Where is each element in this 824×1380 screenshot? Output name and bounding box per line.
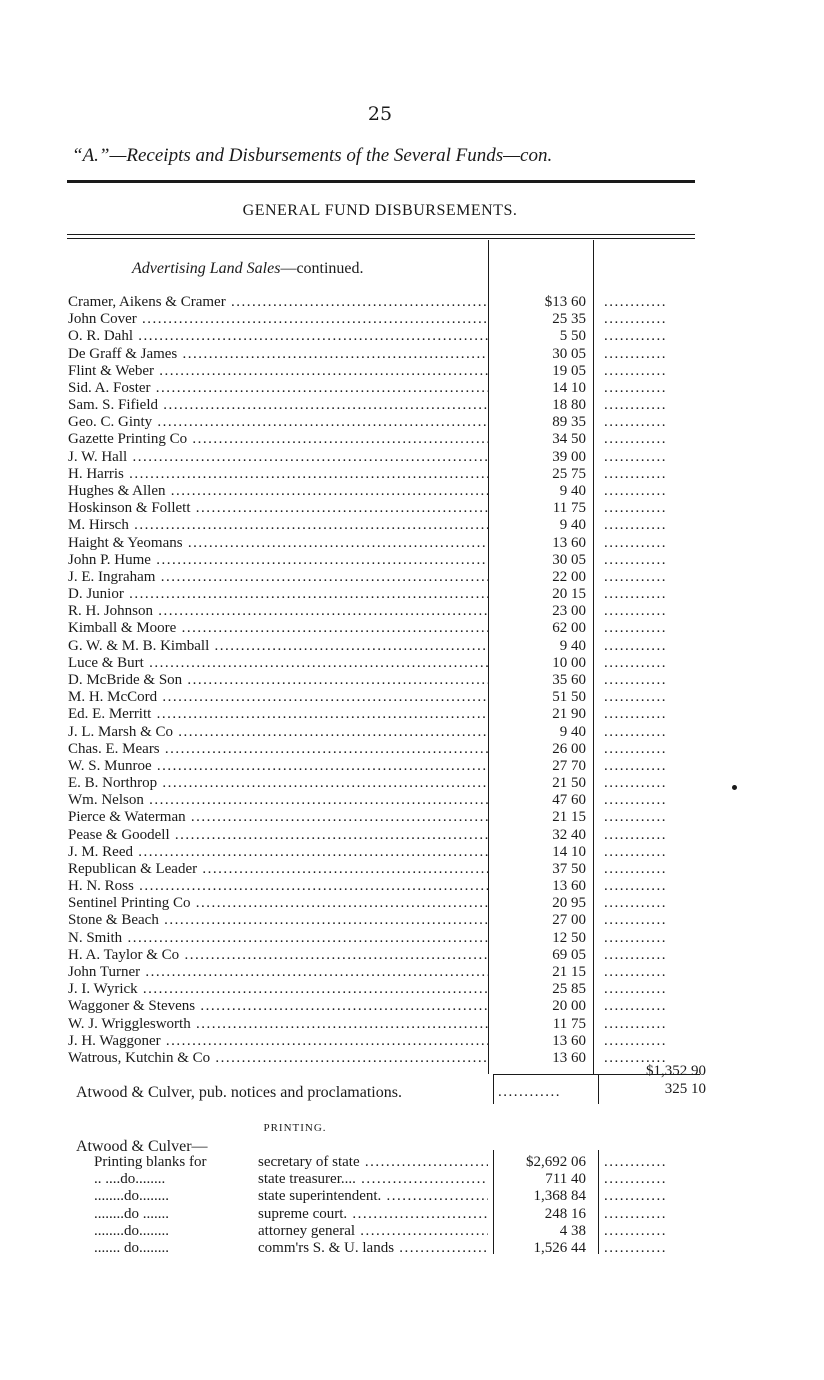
- payee-amount: 30 05: [552, 345, 586, 362]
- table-row: [0, 947, 824, 964]
- payee-name: H. Harris .....: [68, 466, 488, 483]
- dot-leader: ............: [604, 534, 667, 551]
- payee-name: W. S. Munroe .....: [68, 758, 488, 775]
- table-row: [0, 311, 824, 328]
- payee-amount: 22 00: [552, 568, 586, 585]
- payee-name: J. M. Reed .....: [68, 844, 488, 861]
- ink-fleck: [732, 785, 737, 790]
- payee-name: G. W. & M. B. Kimball .....: [68, 638, 488, 655]
- dot-leader: ............: [604, 740, 667, 757]
- payee-amount: 21 15: [552, 964, 586, 981]
- payee-name: H. A. Taylor & Co .....: [68, 947, 488, 964]
- table-row: [0, 775, 824, 792]
- table-row: [0, 586, 824, 603]
- table-row: [0, 638, 824, 655]
- dot-leader: ............: [604, 981, 667, 998]
- payee-amount: 69 05: [552, 946, 586, 963]
- payee-amount: 13 60: [552, 1049, 586, 1066]
- payee-amount: 9 40: [559, 482, 586, 499]
- section-subheading: GENERAL FUND DISBURSEMENTS.: [242, 202, 518, 219]
- payee-name: John Cover .....: [68, 311, 488, 328]
- dot-leader: ............: [604, 1032, 667, 1049]
- payee-name: Wm. Nelson .....: [68, 792, 488, 809]
- payee-amount: 21 15: [552, 809, 586, 826]
- section-title-italic: Advertising Land Sales: [132, 260, 281, 277]
- printing-row: [0, 1154, 824, 1171]
- table-row: [0, 363, 824, 380]
- dot-leader: ............: [604, 1015, 667, 1032]
- dot-leader: ............: [604, 860, 667, 877]
- payee-name: John Turner .....: [68, 964, 488, 981]
- payee-amount: 35 60: [552, 671, 586, 688]
- table-row: [0, 689, 824, 706]
- dot-leader: ............: [604, 809, 667, 826]
- dot-leader: ............: [604, 1222, 667, 1239]
- payee-amount: 21 50: [552, 775, 586, 792]
- dot-leader: ............: [604, 500, 667, 517]
- payee-name: J. W. Hall .....: [68, 449, 488, 466]
- table-row: [0, 981, 824, 998]
- dot-leader: ............: [604, 912, 667, 929]
- printing-row: [0, 1171, 824, 1188]
- table-row: [0, 998, 824, 1015]
- payee-name: De Graff & James .....: [68, 346, 488, 363]
- table-row: [0, 827, 824, 844]
- dot-leader: ............: [604, 603, 667, 620]
- dot-leader: ............: [604, 448, 667, 465]
- payee-amount: 11 75: [552, 500, 586, 517]
- printing-lead: ........do........: [94, 1188, 169, 1205]
- table-row: [0, 706, 824, 723]
- printing-item: attorney general .....: [258, 1223, 488, 1240]
- payee-amount: 26 00: [552, 740, 586, 757]
- table-row: [0, 672, 824, 689]
- payee-name: Pease & Goodell .....: [68, 827, 488, 844]
- dot-leader: ............: [604, 397, 667, 414]
- atwood-dot-leader: ............: [498, 1084, 561, 1100]
- payee-name: Stone & Beach .....: [68, 912, 488, 929]
- table-row: [0, 449, 824, 466]
- payee-amount: 27 70: [552, 757, 586, 774]
- payee-amount: 13 60: [552, 878, 586, 895]
- payee-name: J. I. Wyrick .....: [68, 981, 488, 998]
- printing-lead: ....... do........: [94, 1240, 169, 1256]
- table-row: [0, 1033, 824, 1050]
- payee-amount: 19 05: [552, 362, 586, 379]
- dot-leader: ............: [604, 723, 667, 740]
- printing-item: state treasurer.... .....: [258, 1171, 488, 1188]
- payee-amount: 20 95: [552, 895, 586, 912]
- table-row: [0, 466, 824, 483]
- printing-payee: Atwood & Culver—: [76, 1138, 208, 1155]
- dot-leader: ............: [604, 379, 667, 396]
- dot-leader: ............: [604, 792, 667, 809]
- atwood-divider-left: [493, 1074, 494, 1104]
- printing-amount: 4 38: [559, 1222, 586, 1239]
- table-row: [0, 620, 824, 637]
- dot-leader: ............: [604, 482, 667, 499]
- payee-amount: 62 00: [552, 620, 586, 637]
- printing-row: [0, 1206, 824, 1223]
- payee-amount: 20 15: [552, 586, 586, 603]
- dot-leader: ............: [604, 294, 667, 310]
- payee-amount: 30 05: [552, 551, 586, 568]
- payee-amount: 9 40: [559, 637, 586, 654]
- payee-name: Sam. S. Fifield .....: [68, 397, 488, 414]
- payee-amount: 21 90: [552, 706, 586, 723]
- dot-leader: ............: [604, 1171, 667, 1188]
- dot-leader: ............: [604, 568, 667, 585]
- payee-amount: 14 10: [552, 843, 586, 860]
- table-row: [0, 964, 824, 981]
- payee-name: H. N. Ross .....: [68, 878, 488, 895]
- table-row: [0, 483, 824, 500]
- dot-leader: ............: [604, 620, 667, 637]
- printing-item: state superintendent. .....: [258, 1188, 488, 1205]
- payee-name: Gazette Printing Co .....: [68, 431, 488, 448]
- printing-item: supreme court. .....: [258, 1206, 488, 1223]
- dot-leader: ............: [604, 929, 667, 946]
- dot-leader: ............: [604, 311, 667, 328]
- printing-amount: 711 40: [545, 1171, 586, 1188]
- payee-name: E. B. Northrop .....: [68, 775, 488, 792]
- dot-leader: ............: [604, 551, 667, 568]
- payee-amount: 25 85: [552, 981, 586, 998]
- payee-amount: 47 60: [552, 792, 586, 809]
- table-row: [0, 380, 824, 397]
- payee-name: D. Junior .....: [68, 586, 488, 603]
- printing-item: comm'rs S. & U. lands .....: [258, 1240, 488, 1257]
- payee-name: Waggoner & Stevens .....: [68, 998, 488, 1015]
- dot-leader: ............: [604, 345, 667, 362]
- printing-title: PRINTING.: [263, 1122, 327, 1134]
- table-row: [0, 535, 824, 552]
- dot-leader: ............: [604, 517, 667, 534]
- table-row: [0, 655, 824, 672]
- dot-leader: ............: [604, 689, 667, 706]
- printing-row: [0, 1240, 824, 1257]
- dot-leader: ............: [604, 431, 667, 448]
- table-row: [0, 1016, 824, 1033]
- dot-leader: ............: [604, 586, 667, 603]
- table-row: [0, 844, 824, 861]
- payee-name: O. R. Dahl .....: [68, 328, 488, 345]
- table-row: [0, 792, 824, 809]
- printing-amount: 1,368 84: [533, 1188, 586, 1205]
- table-row: [0, 414, 824, 431]
- dot-leader: ............: [604, 1154, 667, 1170]
- dot-leader: ............: [604, 946, 667, 963]
- table-top-rule: [67, 234, 695, 235]
- dot-leader: ............: [604, 328, 667, 345]
- table-row: [0, 569, 824, 586]
- dot-leader: ............: [604, 414, 667, 431]
- printing-amount: $2,692 06: [526, 1154, 586, 1170]
- payee-amount: 27 00: [552, 912, 586, 929]
- payee-amount: 13 60: [552, 534, 586, 551]
- payee-name: Sentinel Printing Co .....: [68, 895, 488, 912]
- payee-name: Geo. C. Ginty .....: [68, 414, 488, 431]
- table-row: [0, 895, 824, 912]
- dot-leader: ............: [604, 826, 667, 843]
- table-row: [0, 741, 824, 758]
- dot-leader: ............: [604, 878, 667, 895]
- printing-item: secretary of state .....: [258, 1154, 488, 1171]
- dot-leader: ............: [604, 843, 667, 860]
- dot-leader: ............: [604, 1205, 667, 1222]
- payee-amount: 51 50: [552, 689, 586, 706]
- atwood-divider-right: [598, 1074, 599, 1104]
- payee-amount: 11 75: [552, 1015, 586, 1032]
- payee-amount: 9 40: [559, 517, 586, 534]
- page-number: 25: [367, 103, 393, 125]
- payee-amount: 89 35: [552, 414, 586, 431]
- payee-name: D. McBride & Son .....: [68, 672, 488, 689]
- payee-name: John P. Hume .....: [68, 552, 488, 569]
- dot-leader: ............: [604, 706, 667, 723]
- entries-total: $1,352 90: [646, 1063, 706, 1079]
- dot-leader: ............: [604, 671, 667, 688]
- payee-amount: 25 75: [552, 465, 586, 482]
- payee-name: J. L. Marsh & Co .....: [68, 724, 488, 741]
- payee-amount: 9 40: [559, 723, 586, 740]
- payee-amount: 20 00: [552, 998, 586, 1015]
- table-row: [0, 397, 824, 414]
- payee-amount: 12 50: [552, 929, 586, 946]
- printing-lead: ........do........: [94, 1222, 169, 1239]
- table-row: [0, 517, 824, 534]
- printing-lead: Printing blanks for: [94, 1154, 207, 1170]
- payee-amount: 10 00: [552, 654, 586, 671]
- payee-amount: 23 00: [552, 603, 586, 620]
- payee-name: N. Smith .....: [68, 930, 488, 947]
- printing-amount: 1,526 44: [533, 1240, 586, 1256]
- payee-amount: 39 00: [552, 448, 586, 465]
- payee-name: W. J. Wrigglesworth .....: [68, 1016, 488, 1033]
- table-row: [0, 328, 824, 345]
- payee-amount: 34 50: [552, 431, 586, 448]
- dot-leader: ............: [604, 1049, 667, 1066]
- payee-name: Hoskinson & Follett .....: [68, 500, 488, 517]
- table-row: [0, 500, 824, 517]
- atwood-notices-amount: 325 10: [664, 1081, 706, 1097]
- dot-leader: ............: [604, 465, 667, 482]
- dot-leader: ............: [604, 757, 667, 774]
- payee-amount: 25 35: [552, 311, 586, 328]
- payee-amount: 18 80: [552, 397, 586, 414]
- printing-amount: 248 16: [544, 1205, 586, 1222]
- payee-name: Ed. E. Merritt .....: [68, 706, 488, 723]
- payee-name: M. H. McCord .....: [68, 689, 488, 706]
- payee-name: Chas. E. Mears .....: [68, 741, 488, 758]
- payee-name: Sid. A. Foster .....: [68, 380, 488, 397]
- payee-name: Kimball & Moore .....: [68, 620, 488, 637]
- heading-rule: [67, 180, 695, 183]
- printing-row: [0, 1188, 824, 1205]
- payee-amount: 37 50: [552, 860, 586, 877]
- dot-leader: ............: [604, 775, 667, 792]
- table-top-rule-inner: [67, 238, 695, 239]
- page-heading: “A.”—Receipts and Disbursements of the Several Funds—con.: [72, 145, 553, 166]
- payee-name: Hughes & Allen .....: [68, 483, 488, 500]
- dot-leader: ............: [604, 1188, 667, 1205]
- payee-name: J. E. Ingraham .....: [68, 569, 488, 586]
- dot-leader: ............: [604, 637, 667, 654]
- table-row: [0, 912, 824, 929]
- table-row: [0, 603, 824, 620]
- dot-leader: ............: [604, 654, 667, 671]
- payee-name: Flint & Weber .....: [68, 363, 488, 380]
- dot-leader: ............: [604, 895, 667, 912]
- atwood-notices-label: Atwood & Culver, pub. notices and proclamations.: [76, 1084, 402, 1101]
- printing-lead: ........do .......: [94, 1205, 169, 1222]
- payee-name: Luce & Burt .....: [68, 655, 488, 672]
- table-row: [0, 809, 824, 826]
- table-row: [0, 878, 824, 895]
- dot-leader: ............: [604, 964, 667, 981]
- dot-leader: ............: [604, 362, 667, 379]
- payee-name: Pierce & Waterman .....: [68, 809, 488, 826]
- payee-name: M. Hirsch .....: [68, 517, 488, 534]
- payee-name: Republican & Leader .....: [68, 861, 488, 878]
- payee-name: Cramer, Aikens & Cramer .....: [68, 294, 488, 311]
- section-title: [132, 260, 364, 278]
- dot-leader: ............: [604, 1240, 667, 1256]
- printing-lead: .. ....do........: [94, 1171, 166, 1188]
- section-title-rest: —continued.: [280, 260, 364, 277]
- printing-row: [0, 1223, 824, 1240]
- payee-amount: 13 60: [552, 1032, 586, 1049]
- table-row: [0, 930, 824, 947]
- table-row: [0, 294, 824, 311]
- payee-amount: $13 60: [544, 294, 586, 310]
- table-row: [0, 346, 824, 363]
- table-row: [0, 724, 824, 741]
- payee-name: J. H. Waggoner .....: [68, 1033, 488, 1050]
- dot-leader: ............: [604, 998, 667, 1015]
- payee-name: Haight & Yeomans .....: [68, 535, 488, 552]
- payee-amount: 5 50: [559, 328, 586, 345]
- payee-name: R. H. Johnson .....: [68, 603, 488, 620]
- table-row: [0, 758, 824, 775]
- payee-name: Watrous, Kutchin & Co .....: [68, 1050, 488, 1067]
- table-row: [0, 552, 824, 569]
- payee-amount: 14 10: [552, 379, 586, 396]
- payee-amount: 32 40: [552, 826, 586, 843]
- table-row: [0, 861, 824, 878]
- table-row: [0, 431, 824, 448]
